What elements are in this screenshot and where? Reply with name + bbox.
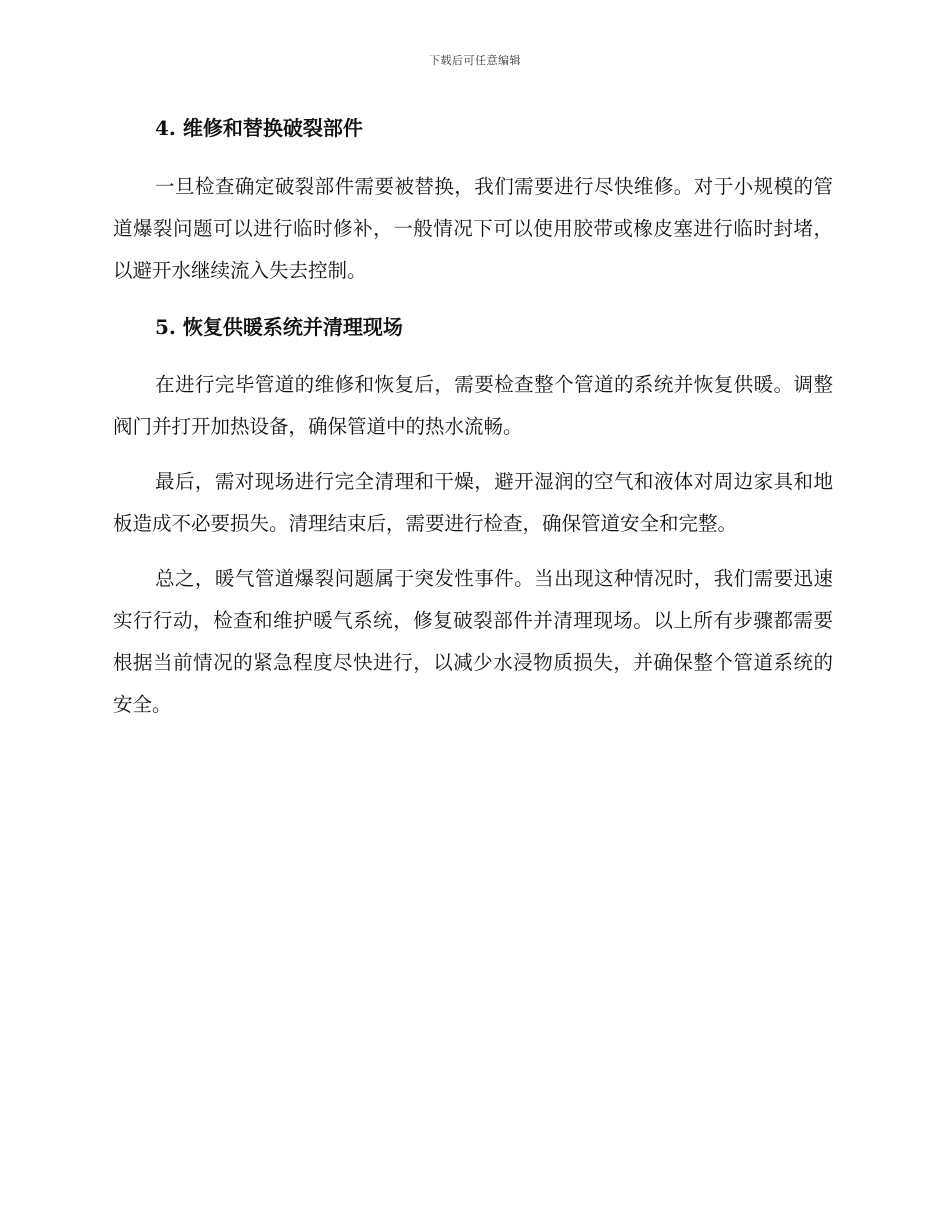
paragraph-repair: 一旦检查确定破裂部件需要被替换，我们需要进行尽快维修。对于小规模的管道爆裂问题可以进行临时修补，一般情况下可以使用胶带或橡皮塞进行临时封堵，以避开水继续流入失去控制。	[113, 175, 833, 282]
paragraph-cleanup: 最后，需对现场进行完全清理和干燥，避开湿润的空气和液体对周边家具和地板造成不必要损失。清理结束后，需要进行检查，确保管道安全和完整。	[113, 470, 833, 535]
section-heading-5: 5. 恢复供暖系统并清理现场	[155, 315, 403, 339]
document-body	[113, 113, 833, 726]
paragraph-summary: 总之，暖气管道爆裂问题属于突发性事件。当出现这种情况时，我们需要迅速实行行动，检查和维护暖气系统，修复破裂部件并清理现场。以上所有步骤都需要根据当前情况的紧急程度尽快进行，以减少水浸物质损失，并确保整个管道系统的安全。	[113, 567, 833, 716]
section-heading-4: 4. 维修和替换破裂部件	[155, 116, 363, 140]
header-note: 下载后可任意编辑	[429, 54, 521, 67]
paragraph-restore-heating: 在进行完毕管道的维修和恢复后，需要检查整个管道的系统并恢复供暖。调整阀门并打开加热设备，确保管道中的热水流畅。	[113, 373, 833, 438]
